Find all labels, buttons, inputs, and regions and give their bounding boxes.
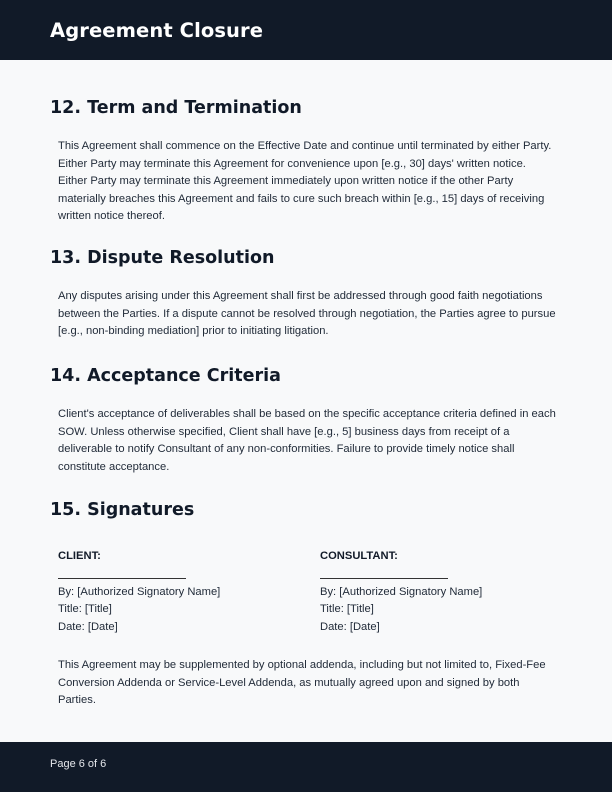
section-body-term: This Agreement shall commence on the Effective Date and continue until terminated by either Party. Either Party may terminate this Agreement for convenience upon [e.g., 30] days' written notice. Either Party may terminate this Agreement immediately upon written notice if the other Party materially breaches this Agreement and fails to cure such breach within [e.g., 15] days of receiving written notice thereof. [58,140,552,222]
page-number: Page 6 of 6 [50,758,107,770]
section-body-acceptance: Client's acceptance of deliverables shall be based on the specific acceptance criteria defined in each SOW. Unless otherwise specified, Client shall have [e.g., 5] business days from receipt of a deliverable to notify Consultant of any non-conformities. Failure to provide timely notice shall constitute acceptance. [58,408,556,473]
client-title: Title: [Title] [58,603,112,615]
section-body-dispute: Any disputes arising under this Agreement shall first be addressed through good faith negotiations between the Parties. If a dispute cannot be resolved through negotiation, the Parties agree to pursue [e.g., non-binding mediation] prior to initiating litigation. [58,290,556,337]
consultant-signature-block [320,548,560,636]
client-label: CLIENT: [58,550,101,562]
page-title: Agreement Closure [50,19,264,42]
section-title-dispute: 13. Dispute Resolution [50,248,275,268]
page-footer [0,742,612,792]
page-header [0,0,612,60]
consultant-title: Title: [Title] [320,603,374,615]
closing-note: This Agreement may be supplemented by optional addenda, including but not limited to, Fixed-Fee Conversion Addenda or Service-Level Addenda, as mutually agreed upon and signed by both Parties. [58,659,546,706]
consultant-label: CONSULTANT: [320,550,398,562]
consultant-signature-line [320,578,448,579]
client-by: By: [Authorized Signatory Name] [58,585,221,598]
client-signature-block [58,548,298,636]
client-signature-line [58,578,186,579]
section-title-acceptance: 14. Acceptance Criteria [50,366,281,386]
consultant-by: By: [Authorized Signatory Name] [320,585,483,598]
client-date: Date: [Date] [58,620,118,633]
section-title-signatures: 15. Signatures [50,500,195,520]
consultant-date: Date: [Date] [320,620,380,633]
section-title-term: 12. Term and Termination [50,98,302,118]
